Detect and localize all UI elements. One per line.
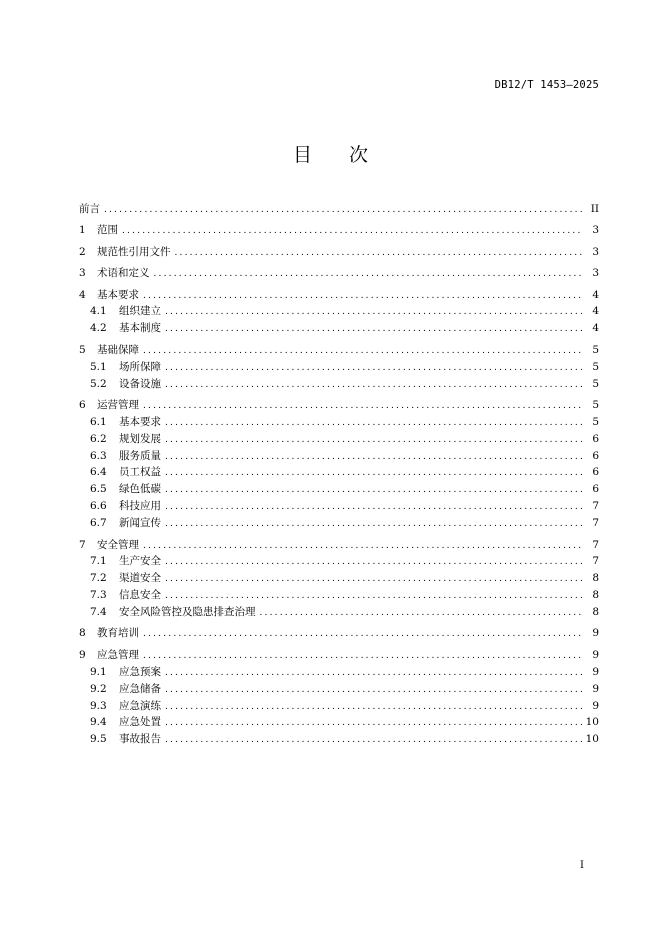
toc-entry-label: 设备设施 bbox=[119, 377, 161, 390]
toc-entry-page: 9 bbox=[592, 682, 599, 695]
toc-entry-label: 基础保障 bbox=[97, 343, 139, 356]
toc-entry-number: 6.5 bbox=[90, 483, 107, 496]
toc-entry-label: 应急预案 bbox=[119, 665, 161, 678]
toc-leader-dots bbox=[165, 699, 583, 716]
toc-leader-dots bbox=[260, 605, 584, 622]
document-code: DB12/T 1453—2025 bbox=[494, 79, 599, 91]
toc-entry-label: 前言 bbox=[79, 203, 100, 215]
toc-entry-label: 服务质量 bbox=[119, 449, 161, 462]
toc-leader-dots bbox=[165, 360, 583, 377]
toc-entry[interactable] bbox=[79, 553, 599, 570]
toc-entry-page: 6 bbox=[592, 449, 599, 462]
toc-leader-dots bbox=[165, 571, 583, 588]
toc-entry[interactable] bbox=[79, 448, 599, 465]
toc-entry-number: 9.5 bbox=[90, 733, 107, 746]
toc-entry-label: 应急管理 bbox=[97, 648, 139, 661]
toc-entry-page: 7 bbox=[592, 555, 599, 568]
toc-leader-dots bbox=[143, 538, 583, 555]
toc-entry-page: 5 bbox=[592, 360, 599, 373]
toc-leader-dots bbox=[165, 449, 583, 466]
toc-entry-page: 9 bbox=[592, 699, 599, 712]
toc-entry-label: 教育培训 bbox=[97, 627, 139, 640]
toc-entry[interactable] bbox=[79, 414, 599, 431]
toc-entry-label: 安全风险管控及隐患排查治理 bbox=[119, 606, 256, 619]
page-title bbox=[0, 140, 662, 167]
toc-entry-page: 5 bbox=[592, 415, 599, 428]
toc-leader-dots bbox=[165, 516, 583, 533]
toc-entry-page: 9 bbox=[592, 627, 599, 640]
toc-entry[interactable] bbox=[79, 714, 599, 731]
toc-entry-page: 7 bbox=[592, 517, 599, 530]
toc-entry-label: 组织建立 bbox=[119, 305, 161, 318]
toc-entry-number: 2 bbox=[79, 245, 86, 258]
toc-leader-dots bbox=[165, 499, 583, 516]
toc-entry-page: 3 bbox=[592, 245, 599, 258]
toc-entry-label: 基本要求 bbox=[97, 288, 139, 301]
toc-leader-dots bbox=[165, 465, 583, 482]
toc-entry-label: 科技应用 bbox=[119, 500, 161, 513]
toc-entry[interactable] bbox=[79, 287, 599, 304]
toc-entry-number: 7.2 bbox=[90, 572, 107, 585]
toc-entry-label: 应急演练 bbox=[119, 699, 161, 712]
toc-leader-dots bbox=[165, 732, 582, 749]
toc-entry-number: 5.1 bbox=[90, 360, 107, 373]
toc-entry-label: 基本制度 bbox=[119, 322, 161, 335]
toc-entry-number: 9 bbox=[79, 648, 86, 661]
toc-entry-page: 3 bbox=[592, 267, 599, 280]
toc-leader-dots bbox=[165, 415, 583, 432]
toc-leader-dots bbox=[165, 304, 583, 321]
toc-entry-label: 事故报告 bbox=[119, 733, 161, 746]
toc-leader-dots bbox=[143, 398, 583, 415]
toc-leader-dots bbox=[165, 665, 583, 682]
toc-entry-label: 运营管理 bbox=[97, 398, 139, 411]
toc-leader-dots bbox=[165, 554, 583, 571]
toc-entry-number: 6.7 bbox=[90, 517, 107, 530]
toc-entry-label: 信息安全 bbox=[119, 589, 161, 602]
toc-entry[interactable] bbox=[79, 698, 599, 715]
toc-entry[interactable] bbox=[79, 244, 599, 261]
toc-entry[interactable] bbox=[79, 515, 599, 532]
toc-entry-page: 4 bbox=[592, 288, 599, 301]
toc-entry[interactable] bbox=[79, 681, 599, 698]
toc-entry-label: 应急储备 bbox=[119, 682, 161, 695]
toc-entry[interactable] bbox=[79, 570, 599, 587]
toc-entry[interactable] bbox=[79, 431, 599, 448]
toc-entry-page: 6 bbox=[592, 466, 599, 479]
toc-entry[interactable] bbox=[79, 587, 599, 604]
toc-leader-dots bbox=[165, 482, 583, 499]
toc-entry-number: 7.3 bbox=[90, 589, 107, 602]
toc-entry-page: 10 bbox=[585, 716, 599, 729]
toc-entry-number: 1 bbox=[79, 224, 86, 237]
toc-leader-dots bbox=[165, 321, 583, 338]
toc-entry-label: 绿色低碳 bbox=[119, 483, 161, 496]
toc-entry-label: 安全管理 bbox=[97, 538, 139, 551]
toc-entry-number: 7.1 bbox=[90, 555, 107, 568]
toc-entry-number: 6.6 bbox=[90, 500, 107, 513]
toc-leader-dots bbox=[165, 588, 583, 605]
title-part-2: 次 bbox=[349, 144, 370, 166]
toc-entry-label: 范围 bbox=[97, 224, 118, 237]
toc-leader-dots bbox=[165, 715, 582, 732]
toc-entry-label: 生产安全 bbox=[119, 555, 161, 568]
toc-entry[interactable] bbox=[79, 359, 599, 376]
toc-entry[interactable] bbox=[79, 498, 599, 515]
toc-entry-number: 4.2 bbox=[90, 322, 107, 335]
toc-entry-label: 员工权益 bbox=[119, 466, 161, 479]
toc-entry-page: 7 bbox=[592, 500, 599, 513]
toc-entry-number: 5.2 bbox=[90, 377, 107, 390]
toc-entry-page: 3 bbox=[592, 224, 599, 237]
toc-leader-dots bbox=[143, 626, 583, 643]
toc-entry[interactable] bbox=[79, 481, 599, 498]
toc-leader-dots bbox=[143, 648, 583, 665]
toc-entry-page: 5 bbox=[592, 398, 599, 411]
toc-entry[interactable] bbox=[79, 537, 599, 554]
toc-entry[interactable] bbox=[79, 647, 599, 664]
toc-entry-label: 新闻宣传 bbox=[119, 517, 161, 530]
toc-leader-dots bbox=[122, 223, 583, 240]
toc-entry-page: 4 bbox=[592, 305, 599, 318]
toc-entry-number: 7.4 bbox=[90, 606, 107, 619]
toc-entry[interactable] bbox=[79, 222, 599, 239]
toc-entry-number: 9.3 bbox=[90, 699, 107, 712]
toc-entry[interactable] bbox=[79, 320, 599, 337]
toc-entry[interactable] bbox=[79, 303, 599, 320]
toc-entry[interactable] bbox=[79, 604, 599, 621]
toc-entry-page: 7 bbox=[592, 538, 599, 551]
toc-entry-number: 9.1 bbox=[90, 665, 107, 678]
toc-entry-page: 10 bbox=[585, 733, 599, 746]
toc-entry-page: 8 bbox=[592, 606, 599, 619]
toc-entry-page: 5 bbox=[592, 377, 599, 390]
toc-leader-dots bbox=[175, 245, 584, 262]
toc-entry[interactable] bbox=[79, 464, 599, 481]
toc-entry-number: 6.1 bbox=[90, 415, 107, 428]
toc-leader-dots bbox=[143, 288, 583, 305]
table-of-contents bbox=[79, 201, 599, 748]
toc-leader-dots bbox=[165, 432, 583, 449]
toc-entry-label: 渠道安全 bbox=[119, 572, 161, 585]
toc-leader-dots bbox=[154, 266, 584, 283]
toc-entry-number: 9.2 bbox=[90, 682, 107, 695]
toc-entry[interactable] bbox=[79, 625, 599, 642]
title-part-1: 目 bbox=[292, 144, 313, 166]
toc-entry-number: 3 bbox=[79, 267, 86, 280]
toc-leader-dots bbox=[165, 682, 583, 699]
toc-entry-label: 规划发展 bbox=[119, 432, 161, 445]
toc-entry-page: 9 bbox=[592, 648, 599, 661]
page-number: I bbox=[580, 860, 584, 871]
toc-entry-number: 4.1 bbox=[90, 305, 107, 318]
toc-entry-number: 6.2 bbox=[90, 432, 107, 445]
toc-entry[interactable] bbox=[79, 376, 599, 393]
toc-entry-number: 6.3 bbox=[90, 449, 107, 462]
toc-entry-page: 4 bbox=[592, 322, 599, 335]
toc-entry-number: 8 bbox=[79, 627, 86, 640]
toc-entry-label: 应急处置 bbox=[119, 716, 161, 729]
toc-leader-dots bbox=[165, 377, 583, 394]
toc-entry-page: 8 bbox=[592, 589, 599, 602]
toc-entry[interactable] bbox=[79, 265, 599, 282]
toc-entry-number: 7 bbox=[79, 538, 86, 551]
toc-entry-page: 6 bbox=[592, 432, 599, 445]
toc-entry-page: II bbox=[590, 203, 599, 215]
toc-entry-page: 5 bbox=[592, 343, 599, 356]
toc-entry-label: 场所保障 bbox=[119, 360, 161, 373]
toc-entry[interactable] bbox=[79, 731, 599, 748]
toc-entry-page: 6 bbox=[592, 483, 599, 496]
toc-entry[interactable] bbox=[79, 201, 599, 218]
toc-entry-label: 基本要求 bbox=[119, 415, 161, 428]
toc-entry-page: 8 bbox=[592, 572, 599, 585]
toc-entry-number: 6.4 bbox=[90, 466, 107, 479]
toc-entry[interactable] bbox=[79, 342, 599, 359]
toc-entry[interactable] bbox=[79, 664, 599, 681]
toc-entry-label: 规范性引用文件 bbox=[97, 245, 171, 258]
toc-entry-number: 5 bbox=[79, 343, 86, 356]
toc-entry[interactable] bbox=[79, 397, 599, 414]
toc-entry-label: 术语和定义 bbox=[97, 267, 150, 280]
toc-entry-number: 9.4 bbox=[90, 716, 107, 729]
toc-leader-dots bbox=[143, 343, 583, 360]
toc-entry-page: 9 bbox=[592, 665, 599, 678]
toc-entry-number: 6 bbox=[79, 398, 86, 411]
toc-entry-number: 4 bbox=[79, 288, 86, 301]
toc-leader-dots bbox=[104, 202, 583, 219]
